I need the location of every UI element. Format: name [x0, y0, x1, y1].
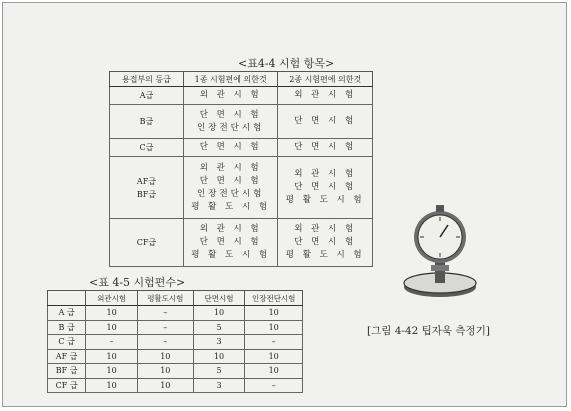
- count-cell: 3: [193, 378, 245, 393]
- table-row: [48, 378, 303, 393]
- type2-cell: [278, 157, 373, 219]
- count-cell: 10: [245, 364, 303, 379]
- count-cell: 10: [137, 349, 193, 364]
- table-row: [110, 105, 373, 139]
- count-cell: –: [137, 306, 193, 321]
- cell-line: 외 관 시 험: [294, 224, 357, 234]
- count-cell: –: [86, 335, 138, 350]
- grade-cell: [110, 157, 184, 219]
- header-section: 단면시험: [193, 291, 245, 306]
- cell-line: 단 면 시 험: [199, 237, 262, 247]
- header-smoothness: 평활도시험: [137, 291, 193, 306]
- count-cell: –: [137, 320, 193, 335]
- cell-line: AF급: [136, 176, 156, 186]
- table-4-4: [109, 71, 373, 267]
- cell-line: 단 면 시 험: [199, 175, 262, 186]
- table-row: [110, 157, 373, 219]
- type2-cell: [278, 87, 373, 105]
- cell-line: BF급: [136, 189, 157, 199]
- count-cell: 10: [137, 364, 193, 379]
- count-cell: 10: [86, 306, 138, 321]
- cell-line: 외 관 시 험: [199, 90, 262, 100]
- row-header-cell: B 급: [48, 320, 86, 335]
- table-row: [48, 364, 303, 379]
- count-cell: 10: [193, 306, 245, 321]
- cell-line: CF급: [136, 238, 157, 247]
- cell-line: 외 관 시 험: [199, 162, 262, 173]
- cell-line: 평 활 도 시 험: [285, 250, 365, 260]
- cell-line: 외 관 시 험: [294, 90, 357, 100]
- row-header-cell: A 급: [48, 306, 86, 321]
- count-cell: 3: [193, 335, 245, 350]
- count-cell: 10: [86, 378, 138, 393]
- count-cell: –: [245, 335, 303, 350]
- header-type1: 1종 시험편에 의한것: [183, 72, 278, 87]
- table-4-5-body: [48, 306, 303, 393]
- figure-4-42-caption: [그림 4-42 팁자욱 측정기]: [367, 325, 490, 337]
- count-cell: 10: [86, 320, 138, 335]
- cell-line: 단 면 시 험: [199, 142, 262, 152]
- cell-line: B급: [139, 117, 154, 126]
- count-cell: 10: [245, 349, 303, 364]
- cell-line: 단 면 시 험: [294, 116, 357, 126]
- table-row: [48, 320, 303, 335]
- count-cell: 10: [86, 349, 138, 364]
- table-row: [110, 139, 373, 157]
- cell-line: C급: [139, 143, 154, 152]
- cell-line: A급: [139, 91, 154, 100]
- type1-cell: [183, 139, 278, 157]
- table-row: [48, 349, 303, 364]
- count-cell: 10: [245, 306, 303, 321]
- table-4-5-caption: <표 4-5 시험편수>: [89, 276, 186, 289]
- cell-line: 평 활 도 시 험: [191, 201, 271, 212]
- count-cell: 5: [193, 320, 245, 335]
- cell-line: 인장전단시험: [197, 188, 265, 199]
- count-cell: –: [245, 378, 303, 393]
- type2-cell: [278, 219, 373, 267]
- table-row: [110, 219, 373, 267]
- table-row: [48, 306, 303, 321]
- count-cell: 5: [193, 364, 245, 379]
- type1-cell: [183, 105, 278, 139]
- table-4-4-body: [110, 87, 373, 267]
- header-tensile-shear: 인장전단시험: [245, 291, 303, 306]
- cell-line: 단 면 시 험: [294, 182, 357, 192]
- count-cell: 10: [193, 349, 245, 364]
- cell-line: 인장전단시험: [197, 122, 265, 133]
- cell-line: 평 활 도 시 험: [285, 195, 365, 205]
- type2-cell: [278, 139, 373, 157]
- grade-cell: [110, 105, 184, 139]
- type1-cell: [183, 87, 278, 105]
- table-4-4-caption: <표4-4 시험 항목>: [238, 57, 335, 70]
- cell-line: 단 면 시 험: [199, 109, 262, 120]
- row-header-cell: AF 급: [48, 349, 86, 364]
- count-cell: –: [137, 335, 193, 350]
- header-blank: [48, 291, 86, 306]
- tip-measuring-gauge-illustration: [401, 201, 479, 311]
- type1-cell: [183, 157, 278, 219]
- type1-cell: [183, 219, 278, 267]
- header-type2: 2종 시험편에 의한것: [278, 72, 373, 87]
- cell-line: 평 활 도 시 험: [191, 250, 271, 260]
- row-header-cell: C 급: [48, 335, 86, 350]
- grade-cell: [110, 139, 184, 157]
- cell-line: 단 면 시 험: [294, 142, 357, 152]
- row-header-cell: BF 급: [48, 364, 86, 379]
- cell-line: 외 관 시 험: [199, 224, 262, 234]
- header-grade: 용접부의 등급: [110, 72, 184, 87]
- row-header-cell: CF 급: [48, 378, 86, 393]
- document-page: [2, 2, 567, 407]
- count-cell: 10: [86, 364, 138, 379]
- grade-cell: [110, 219, 184, 267]
- count-cell: 10: [137, 378, 193, 393]
- type2-cell: [278, 105, 373, 139]
- count-cell: 10: [245, 320, 303, 335]
- cell-line: 외 관 시 험: [294, 169, 357, 179]
- header-appearance: 외관시험: [86, 291, 138, 306]
- cell-line: 단 면 시 험: [294, 237, 357, 247]
- table-row: [48, 335, 303, 350]
- table-row: [110, 87, 373, 105]
- table-4-5: [47, 290, 303, 393]
- grade-cell: [110, 87, 184, 105]
